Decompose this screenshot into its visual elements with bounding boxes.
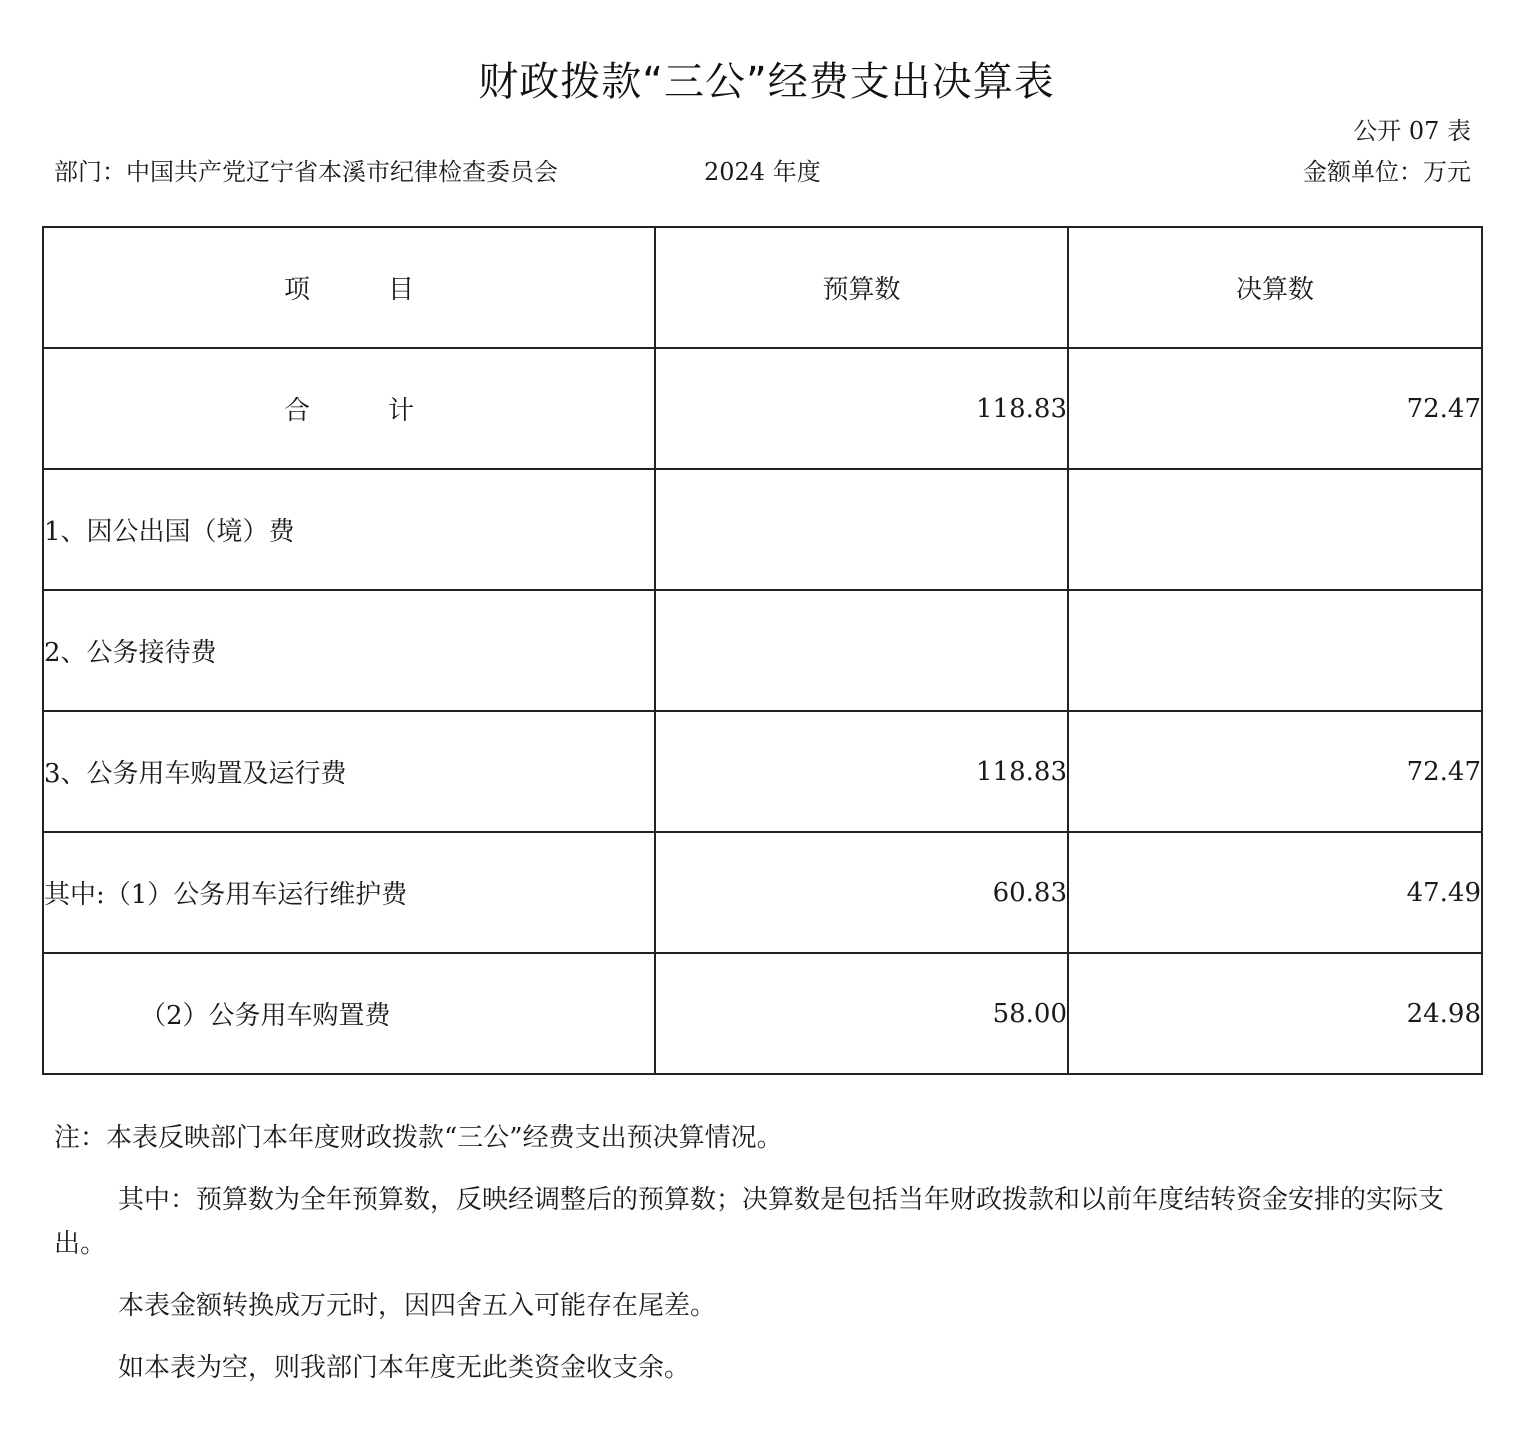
row-final: 24.98 xyxy=(1068,953,1482,1074)
expenditure-table xyxy=(42,226,1483,1075)
table-row xyxy=(43,469,1482,590)
row-final: 72.47 xyxy=(1068,711,1482,832)
form-number: 公开 07 表 xyxy=(1353,117,1471,145)
table-row xyxy=(43,590,1482,711)
row-budget xyxy=(655,469,1068,590)
amount-unit: 金额单位：万元 xyxy=(1303,158,1471,186)
department-label: 部门：中国共产党辽宁省本溪市纪律检查委员会 xyxy=(54,158,558,186)
fiscal-year: 2024 年度 xyxy=(704,158,821,186)
header-final: 决算数 xyxy=(1068,227,1482,348)
row-budget: 58.00 xyxy=(655,953,1068,1074)
table-row xyxy=(43,953,1482,1074)
row-item: 其中:（1）公务用车运行维护费 xyxy=(43,832,655,953)
table-row xyxy=(43,711,1482,832)
page-title: 财政拨款“三公”经费支出决算表 xyxy=(478,59,1055,105)
note-definition: 其中：预算数为全年预算数，反映经调整后的预算数；决算数是包括当年财政拨款和以前年度结转资金安排的实际支出。 xyxy=(54,1185,1445,1259)
row-final xyxy=(1068,590,1482,711)
table-row xyxy=(43,832,1482,953)
row-final: 47.49 xyxy=(1068,832,1482,953)
table-header-row xyxy=(43,227,1482,348)
notes-section xyxy=(54,1116,1474,1390)
row-item: 合 计 xyxy=(43,348,655,469)
note-intro: 注：本表反映部门本年度财政拨款“三公”经费支出预决算情况。 xyxy=(54,1123,783,1153)
row-item: 1、因公出国（境）费 xyxy=(43,469,655,590)
row-budget xyxy=(655,590,1068,711)
header-item: 项 目 xyxy=(43,227,655,348)
row-budget: 60.83 xyxy=(655,832,1068,953)
row-item: 2、公务接待费 xyxy=(43,590,655,711)
row-final: 72.47 xyxy=(1068,348,1482,469)
row-budget: 118.83 xyxy=(655,348,1068,469)
note-empty: 如本表为空，则我部门本年度无此类资金收支余。 xyxy=(118,1353,691,1383)
note-rounding: 本表金额转换成万元时，因四舍五入可能存在尾差。 xyxy=(118,1291,717,1321)
table-row xyxy=(43,348,1482,469)
header-budget: 预算数 xyxy=(655,227,1068,348)
row-final xyxy=(1068,469,1482,590)
row-item: 3、公务用车购置及运行费 xyxy=(43,711,655,832)
row-budget: 118.83 xyxy=(655,711,1068,832)
row-item: （2）公务用车购置费 xyxy=(43,953,655,1074)
